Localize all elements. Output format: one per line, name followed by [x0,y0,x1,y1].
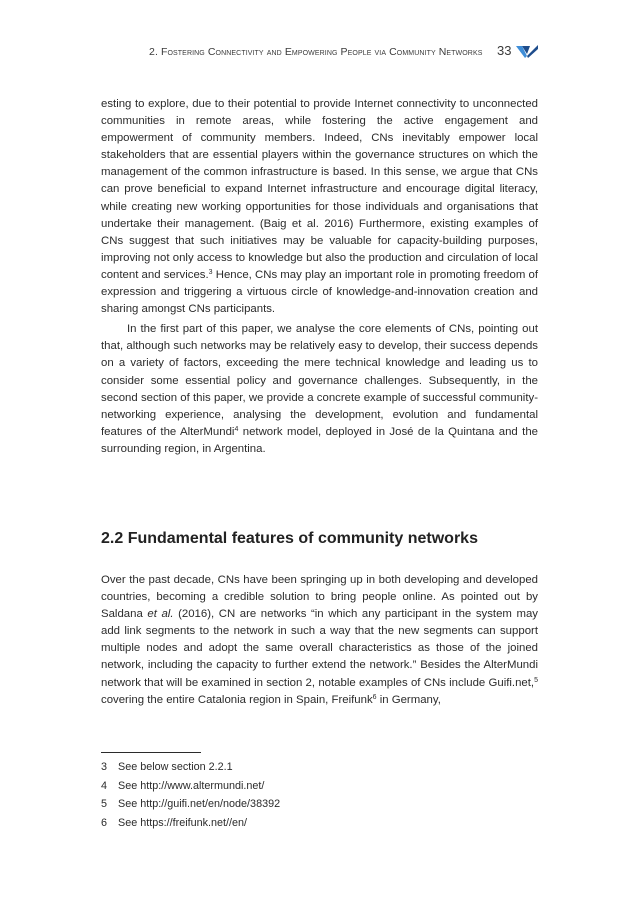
footnote-item: 6 See https://freifunk.net//en/ [101,816,248,829]
footnotes [101,758,538,832]
footnote-item: 3 See below section 2.2.1 [101,761,233,773]
footnote-ref[interactable]: 4 [234,425,239,433]
footnote-link[interactable]: See https://freifunk.net//en/ [118,816,248,829]
footnote-link[interactable]: See http://guifi.net/en/node/38392 [118,798,281,811]
footnote-item: 4 See http://www.altermundi.net/ [101,779,265,792]
footnote-ref[interactable]: 5 [534,676,538,684]
body-text [101,96,538,458]
publisher-logo-icon [516,45,538,59]
page-header [0,42,638,62]
footnote-link[interactable]: See http://www.altermundi.net/ [118,779,265,792]
paragraph-1: esting to explore, due to their potential to provide Internet connectivity to unconnected communities in remote areas, while fostering the active engagement and empowerment of community members. Indeed, CNs inevitably empower local stakeholders that are essential players within the governance structures on which the management of the common infrastructure is based. In this sense, we argue that CNs can prove beneficial to expand Internet infrastructure and encourage digital literacy, while creating new working opportunities for those individuals and organisations that undertake their management. (Baig et al. 2016) Furthermore, existing examples of CNs suggest that such initiatives may be valuable for capacity-building purposes, improving not only access to knowledge but also the production and circulation of local content and services.$^3$ Hence, CNs may play an important role in promoting freedom of expression and triggering a virtuous circle of knowledge-and-innovation creation and sharing amongst CNs participants. [101,98,539,316]
section-body-text [101,572,538,709]
paragraph-3: Over the past decade, CNs have been springing up in both developing and developed countries, becoming a credible solution to bring people online. As pointed out by Saldana et al. (2016), CN are networks “in which any participant in the system may add link segments to the network in such a way that the new segments can support multiple nodes and adopt the same overall characteristics as those of the joined network, including the capacity to further extend the network.” Besides the AlterMundi network that will be examined in section 2, notable examples of CNs include Guifi.net,$^5$ covering the entire Catalonia region in Spain, Freifunk$^6$ in Germany, [101,574,538,706]
footnote-ref[interactable]: 6 [372,693,377,701]
footnote-ref[interactable]: 3 [208,268,213,276]
footnote-divider [101,752,201,753]
page-number: 33 [497,43,512,58]
footnote-item: 5 See http://guifi.net/en/node/38392 [101,798,281,811]
paragraph-2: In the first part of this paper, we analyse the core elements of CNs, pointing out that, although such networks may be relatively easy to develop, their success depends on a variety of factors, exceeding the mere technical knowledge and leading us to consider some essential policy and governance challenges. Subsequently, in the second section of this paper, we provide a concrete example of successful community-networking experience, analysing the development, evolution and fundamental features of the AlterMundi$^4$ network model, deployed in José de la Quintana and the surrounding region, in Argentina. [101,323,538,455]
running-head: 2. Fostering Connectivity and Empowering People via Community Networks [149,46,483,58]
section-heading: 2.2 Fundamental features of community networks [101,530,478,547]
